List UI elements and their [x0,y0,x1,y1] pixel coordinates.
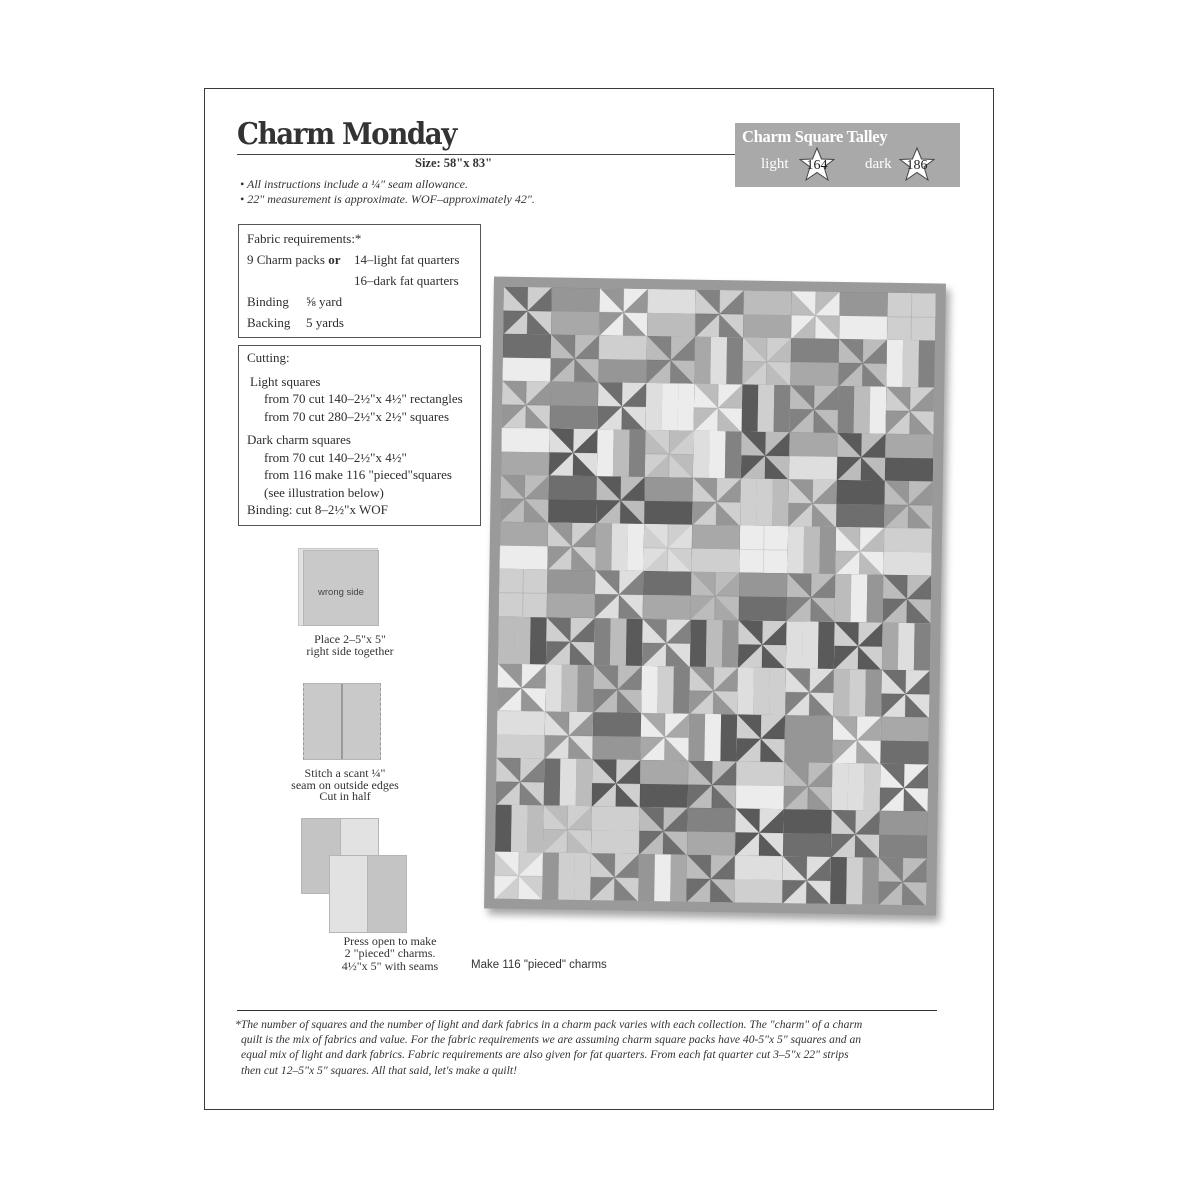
light-fat-quarters: 14–light fat quarters [354,252,460,267]
quilt-block [501,428,550,476]
star-icon-light [799,147,835,181]
quilt-block [494,852,543,900]
dark-cut-line: from 116 make 116 "pieced"squares [264,467,452,482]
note-seam-allowance: • All instructions include a ¼" seam allowance. [240,177,468,191]
quilt-block [645,430,694,478]
quilt-block [838,386,887,434]
quilt-block [790,338,839,386]
binding-value: ⅝ yard [306,294,343,309]
quilt-block [741,432,790,480]
quilt-block [738,620,787,668]
quilt-photo [484,276,952,926]
quilt-block [542,852,591,900]
quilt-block [550,382,599,430]
title-divider [237,154,737,155]
quilt-block [544,711,593,759]
quilt-block [835,527,884,575]
stitched-square [303,683,381,760]
page-title: Charm Monday [237,117,456,152]
quilt-block [546,617,595,665]
quilt-block [881,669,930,717]
quilt-block [688,713,737,761]
light-squares-heading: Light squares [250,373,321,389]
quilt-block [832,716,881,764]
quilt-block [640,760,689,808]
quilt-block [503,287,552,335]
dark-cut-line: from 70 cut 140–2½"x 4½" [264,449,407,465]
backing-value: 5 yards [306,315,344,330]
cut-line [341,684,343,759]
star-icon-dark [899,147,935,181]
talley-dark-label: dark [865,156,892,172]
quilt-block [495,804,544,852]
quilt-block [883,528,932,576]
quilt-block [784,715,833,763]
quilt-block [496,710,545,758]
quilt-block [599,288,648,336]
quilt-block [786,621,835,669]
quilt-block [879,810,928,858]
footnote: *The number of squares and the number of light and dark fabrics in a charm pack varies with each collection. The "charm" of a charm quilt is the mix of fabrics and value. For the fabric requirements we are assuming charm square packs have 40-5"x 5" squares and an equal mix of light and dark fabrics. Fabric requirements are also given for fat quarters. From each fat quarter cut 3–5"x 22" strips then cut 12–5"x 5" squares. All that said, let's make a quilt! [235,1018,863,1077]
cutting-heading: Cutting: [247,350,290,365]
quilt-block [694,337,743,385]
fabric-row-binding [247,291,472,312]
quilt-block [549,429,598,477]
quilt-block [886,387,935,435]
dark-squares-heading: Dark charm squares [247,432,351,447]
quilt-block [639,807,688,855]
quilt-block [646,336,695,384]
light-cut-line: from 70 cut 140–2½"x 4½" rectangles [264,391,463,406]
quilt-block [591,806,640,854]
quilt-block [594,618,643,666]
quilt-block [598,382,647,430]
binding-cut: Binding: cut 8–2½"x WOF [247,502,388,517]
quilt-block [837,433,886,481]
quilt-block [497,663,546,711]
quilt-block [884,481,933,529]
quilt-block [789,432,838,480]
dark-cut-line: (see illustration below) [264,484,384,500]
fabric-row-packs [247,249,472,270]
quilt-block [784,762,833,810]
quilt-block [735,808,784,856]
talley-light-count: 164 [806,158,828,173]
quilt-block [695,290,744,338]
talley-title: Charm Square Talley [742,127,888,146]
quilt-block [743,290,792,338]
quilt-block-grid [494,287,936,906]
quilt-block [688,760,737,808]
quilt-block [544,758,593,806]
light-cut-line: from 70 cut 280–2½"x 2½" squares [264,408,450,424]
pieced-charm-b-dark [367,855,407,933]
quilt-block [742,337,791,385]
quilt-block [548,476,597,524]
quilt-block [782,856,831,904]
quilt-block [690,619,739,667]
step-3-caption: Press open to make 2 "pieced" charms. 4½"x 5" with seams [341,934,439,973]
quilt-block [787,527,836,575]
quilt-block [640,713,689,761]
quilt-block [551,287,600,335]
quilt-block [882,622,931,670]
quilt-block [783,809,832,857]
quilt-block [550,334,599,382]
front-square [303,550,379,626]
quilt-block [590,853,639,901]
backing-label: Backing [247,315,291,330]
dark-fat-quarters: 16–dark fat quarters [354,273,459,288]
fabric-heading: Fabric requirements:* [247,231,362,246]
quilt-block [739,573,788,621]
quilt-block [830,857,879,905]
binding-label: Binding [247,294,289,309]
step-2-caption: Stitch a scant ¼" seam on outside edges Cut in half [291,766,399,803]
quilt-block [499,522,548,570]
quilt-block [736,714,785,762]
quilt-block [734,855,783,903]
general-notes [240,177,535,207]
quilt-block [832,763,881,811]
quilt-block [787,574,836,622]
quilt-block [592,759,641,807]
note-wof: • 22" measurement is approximate. WOF–approximately 42". [240,192,535,206]
quilt-block [502,334,551,382]
quilt-block [593,665,642,713]
quilt-block [502,381,551,429]
wrong-side-label: wrong side [318,587,364,598]
cutting-box [238,345,481,526]
footnote-divider [237,1010,937,1011]
quilt-block [883,575,932,623]
quilt-block [598,335,647,383]
quilt-block [887,293,936,341]
step-1-caption: Place 2–5"x 5" right side together [306,632,394,658]
quilt-block [835,574,884,622]
quilt-block [643,524,692,572]
quilt-block [646,383,695,431]
quilt-block [737,667,786,715]
charm-square-talley [735,123,960,187]
fabric-requirements-box [238,224,481,338]
quilt-block [595,524,644,572]
quilt-block [742,385,791,433]
quilt-block [592,712,641,760]
quilt-block [739,526,788,574]
quilt-block [788,479,837,527]
quilt-size: Size: 58"x 83" [415,156,493,170]
quilt-block [641,665,690,713]
quilt-block [499,569,548,617]
quilt-block [785,668,834,716]
quilt-block [885,434,934,482]
quilt-block [545,664,594,712]
quilt-block [689,666,738,714]
quilt-block [790,385,839,433]
quilt-block [834,621,883,669]
or-label: or [328,252,341,267]
quilt-block [595,571,644,619]
fabric-row-backing [247,312,472,333]
pieced-charm-b-light [329,855,368,933]
quilt-block [740,479,789,527]
quilt-block [836,480,885,528]
quilt-block [686,855,735,903]
quilt-block [638,854,687,902]
quilt-block [647,289,696,337]
quilt-block [687,807,736,855]
quilt-block [691,525,740,573]
quilt-block [496,757,545,805]
quilt-block [543,805,592,853]
quilt-block [547,523,596,571]
quilt-block [838,339,887,387]
talley-dark-count: 186 [906,158,928,173]
quilt-border [484,276,946,915]
quilt-block [736,761,785,809]
quilt-block [547,570,596,618]
quilt-block [878,858,927,906]
quilt-block [880,716,929,764]
quilt-block [694,384,743,432]
talley-light-label: light [761,156,789,172]
quilt-block [791,291,840,339]
quilt-block [692,478,741,526]
charm-packs: 9 Charm packs [247,252,325,267]
quilt-block [498,616,547,664]
quilt-block [691,572,740,620]
quilt-block [886,340,935,388]
quilt-block [880,763,929,811]
quilt-block [500,475,549,523]
quilt-block [693,431,742,479]
quilt-block [643,571,692,619]
quilt-block [831,810,880,858]
quilt-caption: Make 116 "pieced" charms [471,959,607,971]
quilt-block [833,669,882,717]
quilt-block [839,292,888,340]
quilt-block [644,477,693,525]
fabric-row-dark [247,270,472,291]
quilt-block [596,476,645,524]
quilt-block [642,618,691,666]
quilt-block [597,429,646,477]
